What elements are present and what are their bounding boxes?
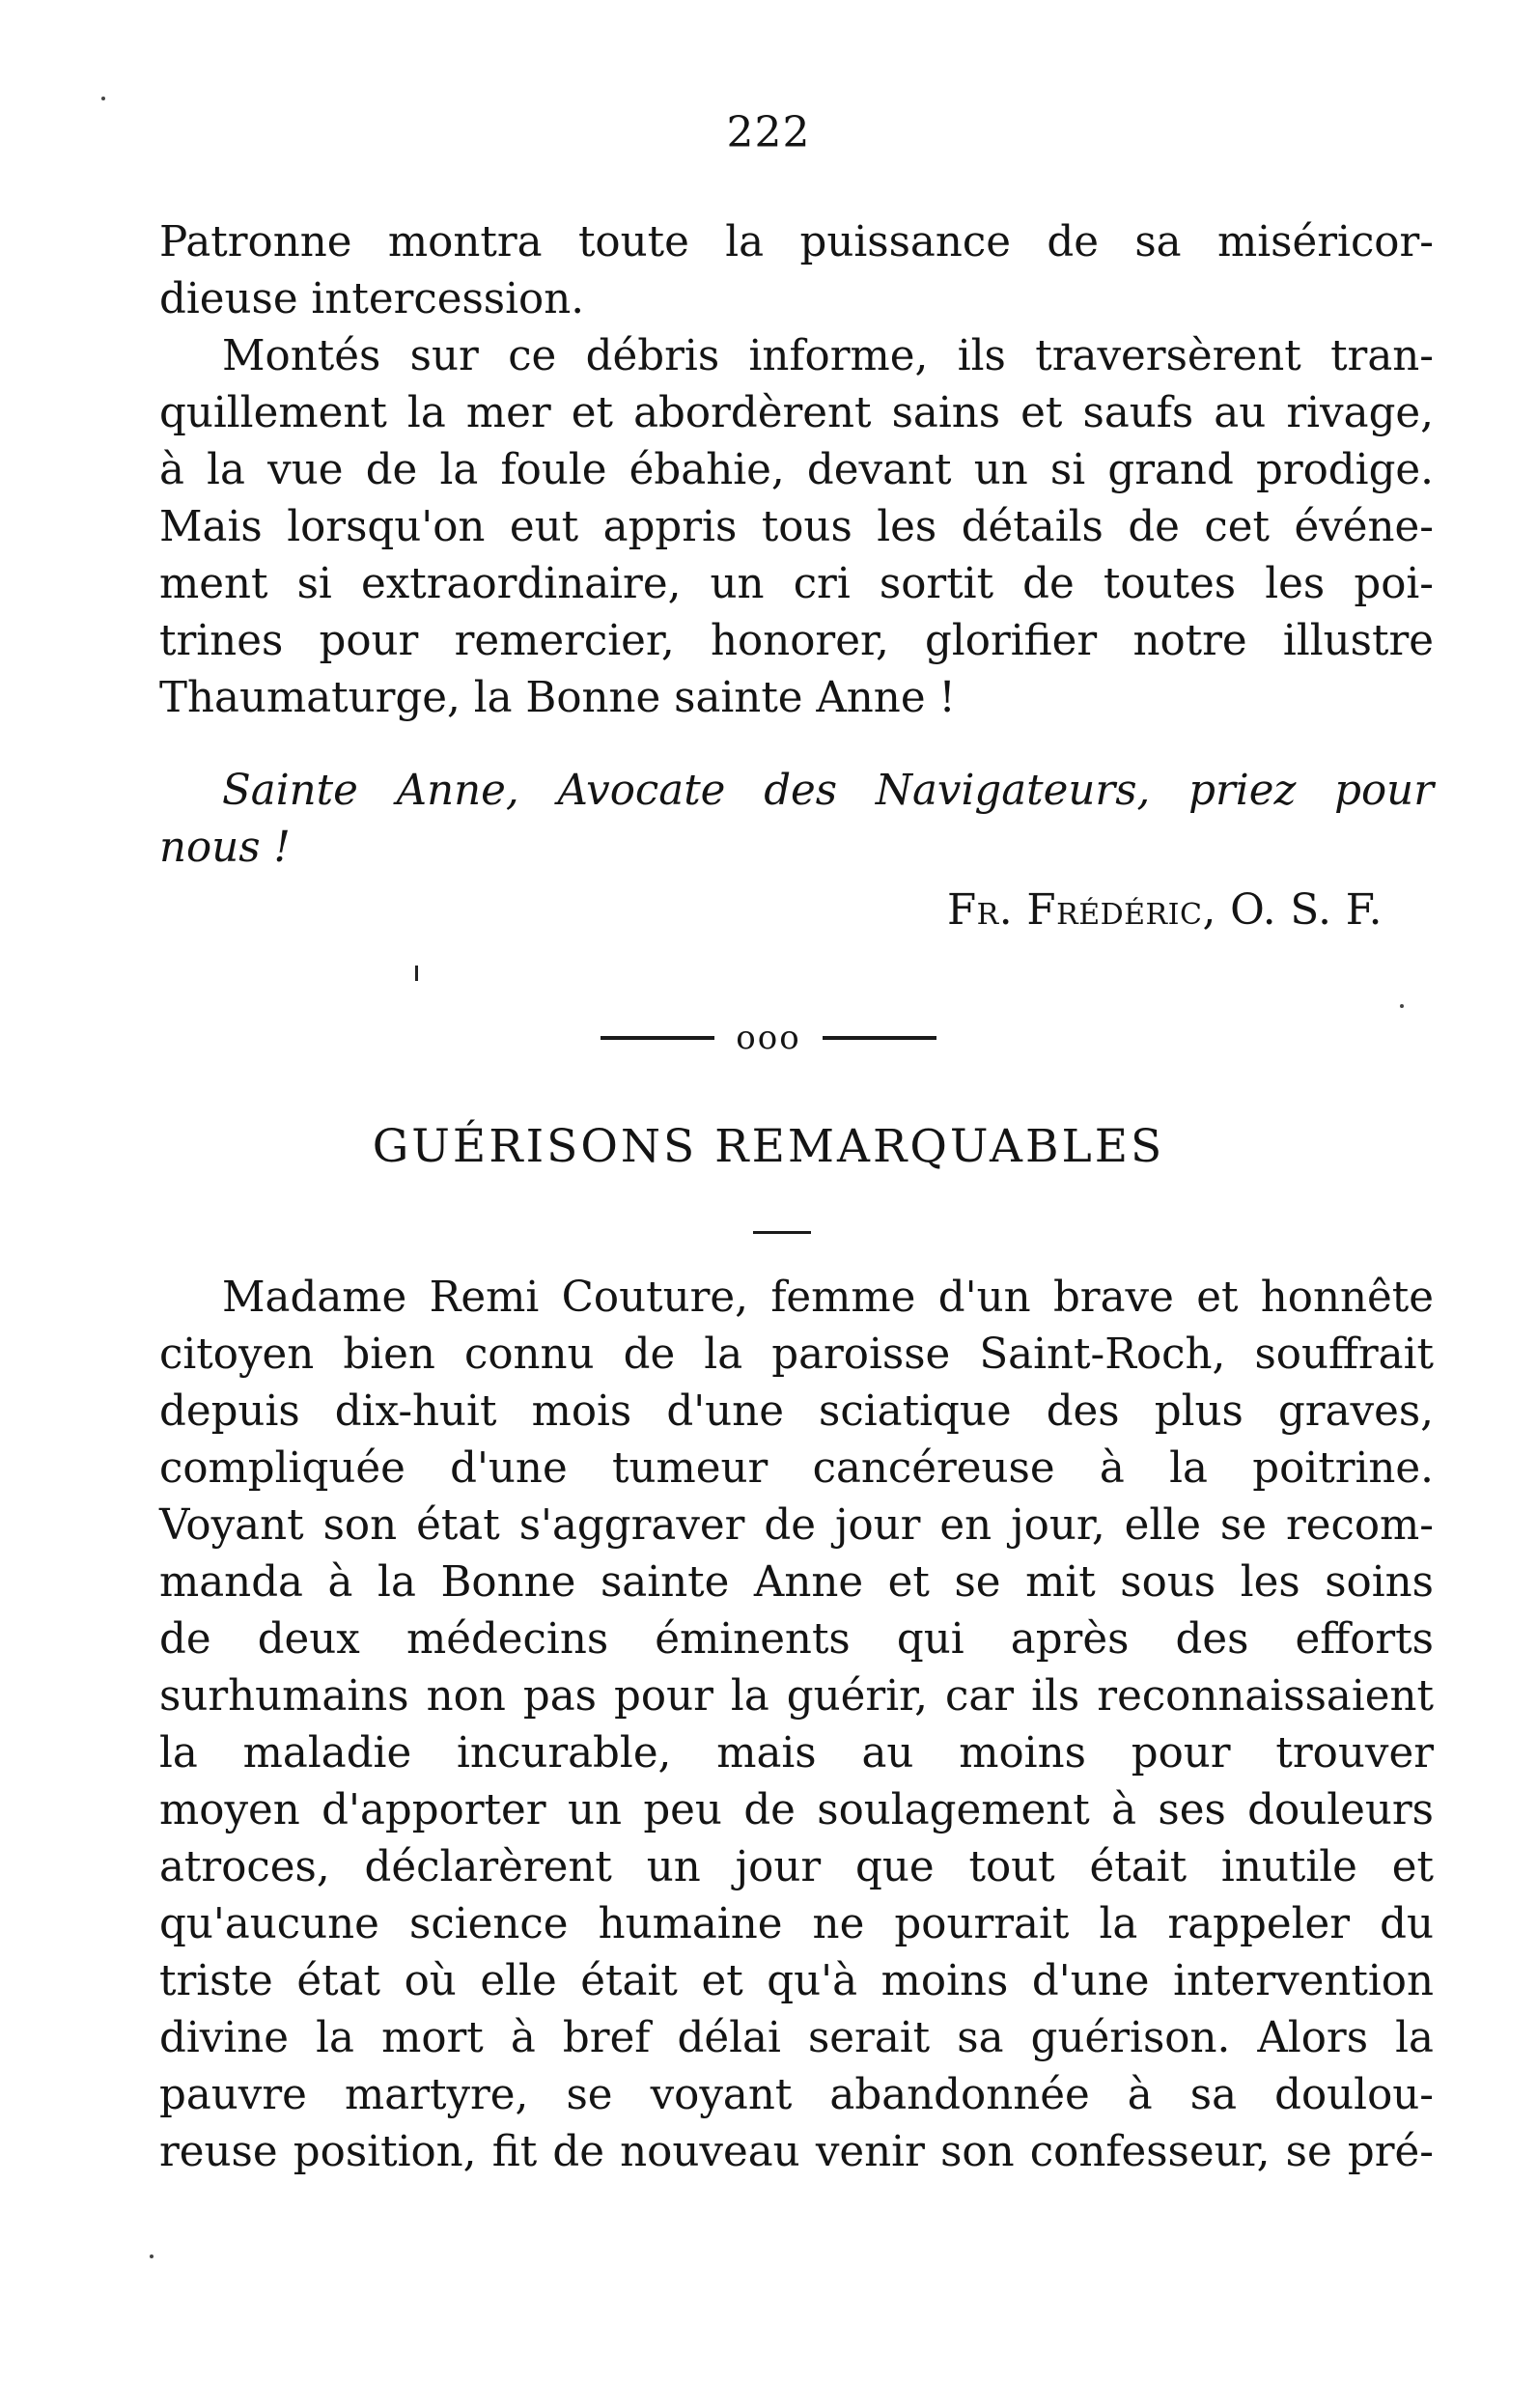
paragraph-healing: [159, 1270, 1434, 2181]
text-line: citoyen bien connu de la paroisse Saint-Roch, souffrait: [159, 1330, 1434, 1379]
text-line: pauvre martyre, se voyant abandonnée à sa doulou-: [159, 2071, 1434, 2119]
separator-text: ooo: [736, 1019, 801, 1057]
text-line: atroces, déclarèrent un jour que tout était inutile et: [159, 1843, 1434, 1891]
speck-mark: [1400, 1004, 1404, 1008]
text-line: quillement la mer et abordèrent sains et saufs au rivage,: [159, 389, 1434, 437]
speck-mark: [150, 2254, 154, 2258]
paragraph-shipwreck: [159, 214, 1434, 727]
invocation-line: Sainte Anne, Avocate des Navigateurs, priez pour: [222, 767, 1434, 815]
text-line: trines pour remercier, honorer, glorifier notre illustre: [159, 617, 1434, 665]
text-line: compliquée d'une tumeur cancéreuse à la poitrine.: [159, 1444, 1434, 1493]
text-line: à la vue de la foule ébahie, devant un si grand prodige.: [159, 446, 1434, 494]
text-line: qu'aucune science humaine ne pourrait la rappeler du: [159, 1900, 1434, 1948]
page-number: 222: [726, 108, 811, 157]
text-line: moyen d'apporter un peu de soulagement à ses douleurs: [159, 1786, 1434, 1834]
text-line: de deux médecins éminents qui après des efforts: [159, 1615, 1434, 1664]
section-title: GUÉRISONS REMARQUABLES: [372, 1120, 1165, 1173]
title-underline-rule: [753, 1231, 811, 1234]
invocation: [159, 763, 1434, 877]
text-line: triste état où elle était et qu'à moins d'une intervention: [159, 1957, 1434, 2005]
text-line: ment si extraordinaire, un cri sortit de toutes les poi-: [159, 560, 1434, 608]
text-line: Thaumaturge, la Bonne sainte Anne !: [159, 674, 956, 722]
text-line: Montés sur ce débris informe, ils traversèrent tran-: [222, 332, 1434, 380]
section-separator: [0, 1019, 1537, 1057]
invocation-line: nous !: [159, 824, 291, 872]
text-line: la maladie incurable, mais au moins pour trouver: [159, 1729, 1434, 1778]
text-line: Voyant son état s'aggraver de jour en jour, elle se recom-: [159, 1501, 1434, 1550]
signature-suffix: , O. S. F.: [1202, 886, 1383, 935]
text-line: reuse position, fit de nouveau venir son confesseur, se pré-: [159, 2128, 1434, 2176]
separator-rule-left: [601, 1036, 714, 1040]
author-signature: [947, 886, 1383, 935]
text-line: Patronne montra toute la puissance de sa miséricor-: [159, 218, 1434, 266]
text-line: depuis dix-huit mois d'une sciatique des plus graves,: [159, 1387, 1434, 1436]
text-line: dieuse intercession.: [159, 275, 585, 323]
text-line: divine la mort à bref délai serait sa guérison. Alors la: [159, 2014, 1434, 2062]
text-line: manda à la Bonne sainte Anne et se mit sous les soins: [159, 1558, 1434, 1607]
speck-mark: [101, 97, 105, 100]
text-line: Mais lorsqu'on eut appris tous les détails de cet événe-: [159, 503, 1434, 551]
text-line: Madame Remi Couture, femme d'un brave et honnête: [222, 1274, 1434, 1322]
signature-name: Frédéric: [1026, 886, 1203, 935]
stray-ink-mark: [415, 966, 418, 981]
text-line: surhumains non pas pour la guérir, car ils reconnaissaient: [159, 1672, 1434, 1721]
signature-prefix: Fr.: [946, 886, 1014, 935]
separator-rule-right: [823, 1036, 936, 1040]
